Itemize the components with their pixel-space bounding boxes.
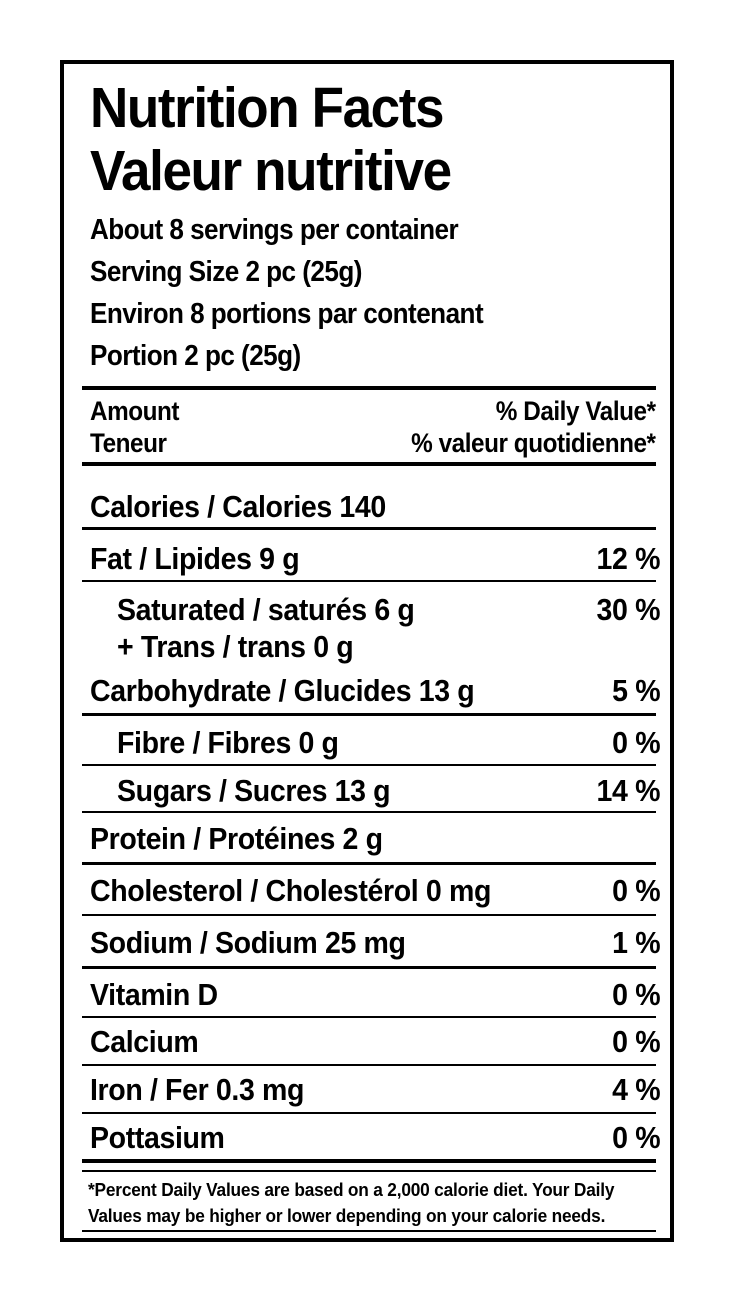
nutrient-label-trans: + Trans / trans 0 g <box>117 629 354 664</box>
nutrient-dv-sodium: 1 % <box>611 925 660 960</box>
nutrient-dv-sugars: 14 % <box>596 773 660 808</box>
rule <box>82 527 656 530</box>
nutrient-dv-potassium: 0 % <box>611 1120 660 1155</box>
rule <box>82 862 656 865</box>
footnote: *Percent Daily Values are based on a 2,000 calorie diet. Your Daily Values may be higher or lower depending on your calorie needs. <box>88 1180 615 1227</box>
rule <box>82 462 656 466</box>
rule <box>82 1016 656 1018</box>
nutrient-label-calcium: Calcium <box>90 1024 199 1059</box>
servings-per-container: About 8 servings per container <box>90 214 459 246</box>
serving-size: Serving Size 2 pc (25g) <box>90 256 362 288</box>
nutrient-label-sugars: Sugars / Sucres 13 g <box>117 773 391 808</box>
rule <box>82 386 656 390</box>
nutrient-dv-carbohydrate: 5 % <box>611 673 660 708</box>
rule <box>82 1112 656 1114</box>
nutrient-label-iron: Iron / Fer 0.3 mg <box>90 1072 305 1107</box>
rule <box>82 811 656 813</box>
nutrient-label-fibre: Fibre / Fibres 0 g <box>117 725 339 760</box>
rule <box>82 764 656 766</box>
daily-value-header: % Daily Value* <box>496 396 656 426</box>
nutrient-label-protein: Protein / Protéines 2 g <box>90 821 383 856</box>
nutrient-label-potassium: Pottasium <box>90 1120 225 1155</box>
nutrient-label-carbohydrate: Carbohydrate / Glucides 13 g <box>90 673 475 708</box>
nutrient-dv-cholesterol: 0 % <box>611 873 660 908</box>
rule <box>82 580 656 582</box>
nutrient-label-cholesterol: Cholesterol / Cholestérol 0 mg <box>90 873 492 908</box>
nutrient-label-sodium: Sodium / Sodium 25 mg <box>90 925 406 960</box>
rule <box>82 966 656 969</box>
rule <box>82 1230 656 1232</box>
nutrient-label-saturated: Saturated / saturés 6 g <box>117 592 415 627</box>
nutrient-label-fat: Fat / Lipides 9 g <box>90 541 300 576</box>
rule <box>82 1170 656 1172</box>
daily-value-header-french: % valeur quotidienne* <box>411 428 656 458</box>
nutrient-label-vitamin-d: Vitamin D <box>90 977 218 1012</box>
rule <box>82 1064 656 1066</box>
nutrient-dv-iron: 4 % <box>611 1072 660 1107</box>
serving-size-french: Portion 2 pc (25g) <box>90 340 301 372</box>
title-french: Valeur nutritive <box>90 139 451 203</box>
calories-row: Calories / Calories 140 <box>90 489 386 524</box>
rule <box>82 914 656 916</box>
servings-per-container-french: Environ 8 portions par contenant <box>90 298 484 330</box>
amount-header-french: Teneur <box>90 428 167 458</box>
nutrient-dv-vitamin-d: 0 % <box>611 977 660 1012</box>
nutrient-dv-fat: 12 % <box>596 541 660 576</box>
rule <box>82 713 656 716</box>
nutrient-dv-fibre: 0 % <box>611 725 660 760</box>
rule <box>82 1159 656 1163</box>
nutrient-dv-saturated: 30 % <box>596 592 660 627</box>
amount-header: Amount <box>90 396 180 426</box>
title-english: Nutrition Facts <box>90 76 444 140</box>
nutrition-facts-label <box>60 60 674 1242</box>
nutrient-dv-calcium: 0 % <box>611 1024 660 1059</box>
